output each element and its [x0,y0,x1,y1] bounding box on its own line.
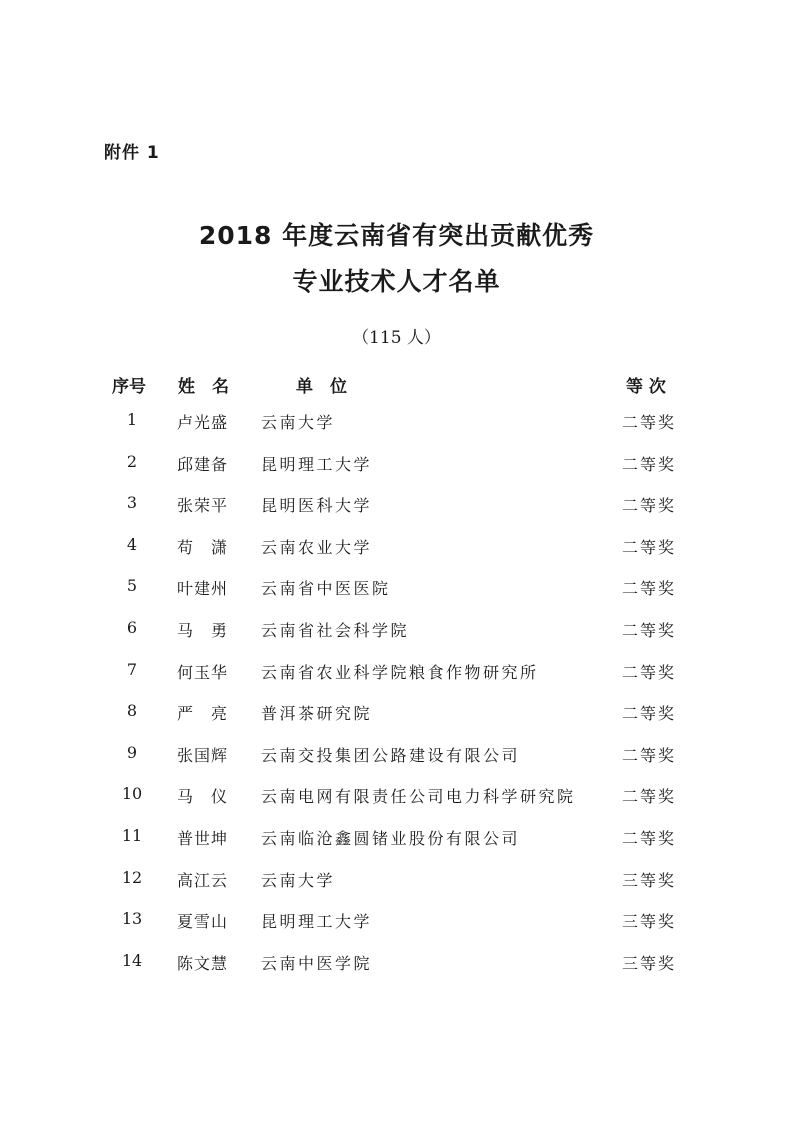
table-row [0,864,793,906]
row-name: 马 勇 [177,620,229,640]
row-unit: 云南省中医医院 [261,579,391,599]
table-row [0,905,793,947]
row-no: 1 [126,410,138,429]
row-award: 二等奖 [622,704,677,724]
row-no: 5 [126,576,138,596]
row-name: 普世坤 [177,828,229,848]
row-no: 11 [121,825,143,845]
row-award: 二等奖 [622,662,677,682]
table-row [0,697,793,739]
row-unit: 云南大学 [261,413,336,432]
row-unit: 云南交投集团公路建设有限公司 [261,745,521,765]
row-unit: 云南临沧鑫圆锗业股份有限公司 [261,828,521,848]
row-award: 二等奖 [622,620,677,640]
row-name: 苟 潇 [177,537,229,557]
row-award: 二等奖 [622,579,677,599]
table-row [0,614,793,656]
row-name: 高江云 [177,870,229,890]
table-row [0,448,793,490]
row-award: 二等奖 [622,787,677,807]
name-list [0,406,793,988]
row-no: 10 [121,784,143,804]
row-name: 张荣平 [177,496,229,516]
row-name: 马 仪 [177,787,229,807]
row-no: 6 [126,617,138,637]
row-unit: 普洱茶研究院 [261,704,373,724]
row-name: 陈文慧 [177,953,229,973]
row-no: 13 [121,909,143,929]
row-unit: 云南大学 [261,870,336,890]
row-unit: 云南中医学院 [261,953,373,973]
header-award: 等 次 [626,377,666,397]
header-unit: 单 位 [296,377,347,397]
table-row [0,822,793,864]
row-unit: 云南电网有限责任公司电力科学研究院 [261,787,576,807]
row-name: 邱建备 [177,454,229,474]
row-award: 二等奖 [622,745,677,765]
table-row [0,947,793,989]
row-unit: 云南省社会科学院 [261,620,410,640]
row-no: 8 [126,701,138,721]
row-name: 张国辉 [177,745,229,765]
row-award: 三等奖 [622,870,677,890]
table-row [0,572,793,614]
document-title-line-1: 2018 年度云南省有突出贡献优秀 [198,221,595,250]
row-award: 三等奖 [622,912,677,932]
row-name: 严 亮 [177,704,229,724]
table-row [0,489,793,531]
row-name: 何玉华 [177,662,229,682]
table-row [0,531,793,573]
row-no: 3 [126,493,138,513]
row-unit: 昆明医科大学 [261,496,373,516]
table-row [0,739,793,781]
row-no: 9 [126,742,138,762]
row-award: 二等奖 [622,537,677,557]
table-row [0,656,793,698]
row-unit: 昆明理工大学 [261,454,373,474]
row-no: 14 [121,950,143,970]
row-no: 7 [126,659,138,679]
header-no: 序号 [112,377,146,397]
row-award: 二等奖 [622,454,677,474]
row-name: 夏雪山 [177,912,229,932]
row-award: 三等奖 [622,953,677,973]
row-name: 卢光盛 [177,413,229,432]
row-no: 4 [126,534,138,554]
row-no: 12 [121,867,143,887]
row-award: 二等奖 [622,413,677,432]
total-count: （115 人） [352,328,441,348]
row-award: 二等奖 [622,828,677,848]
row-unit: 昆明理工大学 [261,912,373,932]
header-name: 姓 名 [178,377,229,397]
row-unit: 云南省农业科学院粮食作物研究所 [261,662,539,682]
table-row [0,780,793,822]
row-award: 二等奖 [622,496,677,516]
table-row [0,406,793,448]
attachment-label: 附件 1 [104,143,160,163]
row-unit: 云南农业大学 [261,537,373,557]
row-name: 叶建州 [177,579,229,599]
row-no: 2 [126,451,138,471]
document-title-line-2: 专业技术人才名单 [292,267,501,296]
